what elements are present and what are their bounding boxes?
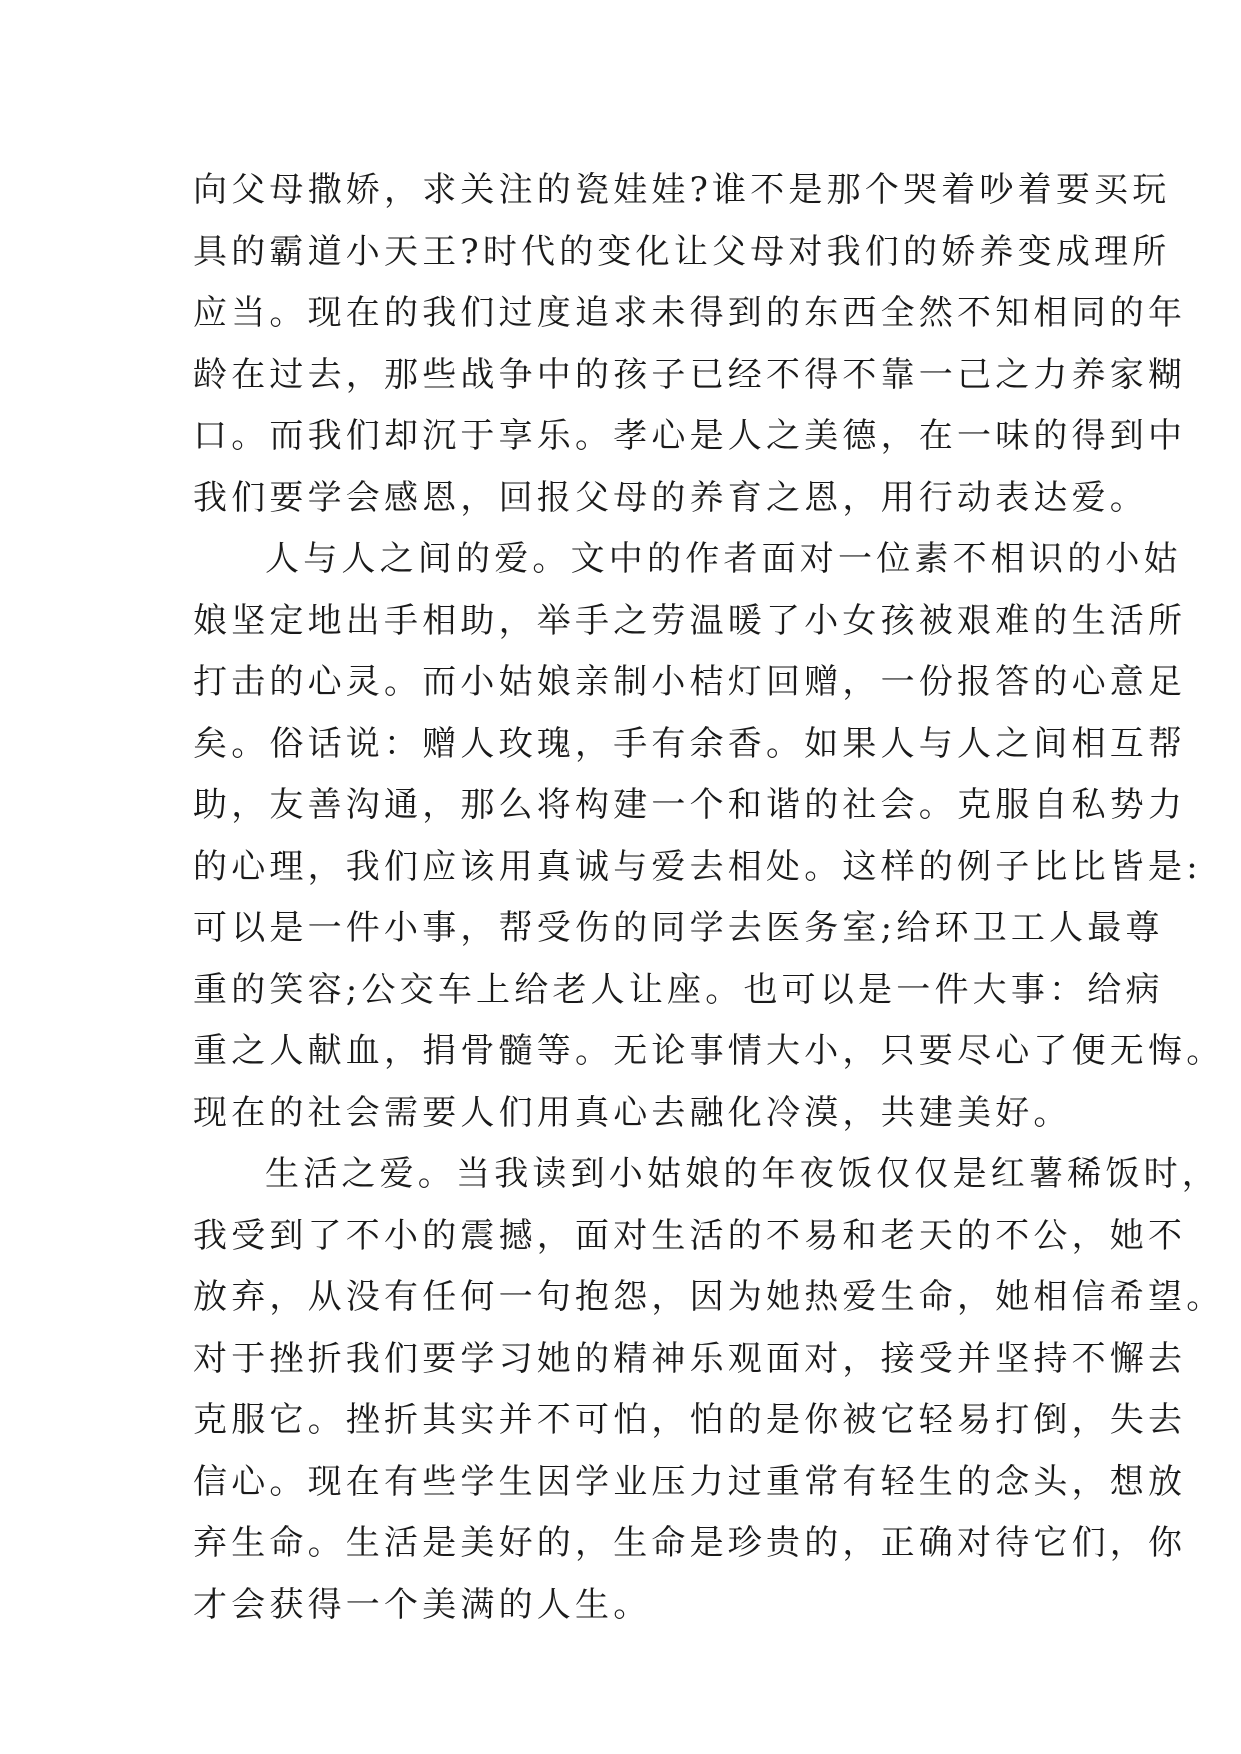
body-text [193, 160, 1225, 1636]
text-line: 现在的社会需要人们用真心去融化冷漠，共建美好。 [193, 1092, 1072, 1133]
text-line: 助，友善沟通，那么将构建一个和谐的社会。克服自私势力 [193, 785, 1187, 825]
text-line: 娘坚定地出手相助，举手之劳温暖了小女孩被艰难的生活所 [193, 600, 1187, 641]
text-line: 才会获得一个美满的人生。 [193, 1584, 652, 1625]
text-line: 重的笑容;公交车上给老人让座。也可以是一件大事：给病 [193, 969, 1164, 1010]
text-line: 应当。现在的我们过度追求未得到的东西全然不知相同的年 [193, 293, 1187, 333]
text-line: 放弃，从没有任何一句抱怨，因为她热爱生命，她相信希望。 [193, 1277, 1225, 1317]
text-line: 向父母撒娇，求关注的瓷娃娃?谁不是那个哭着吵着要买玩 [193, 170, 1171, 210]
paragraph-start-line: 人与人之间的爱。文中的作者面对一位素不相识的小姑 [265, 539, 1182, 579]
text-line: 矣。俗话说：赠人玫瑰，手有余香。如果人与人之间相互帮 [193, 723, 1187, 764]
text-line: 克服它。挫折其实并不可怕，怕的是你被它轻易打倒，失去 [193, 1400, 1187, 1440]
text-line: 龄在过去，那些战争中的孩子已经不得不靠一己之力养家糊 [193, 354, 1187, 395]
text-line: 重之人献血，捐骨髓等。无论事情大小，只要尽心了便无悔。 [193, 1031, 1225, 1071]
text-line: 对于挫折我们要学习她的精神乐观面对，接受并坚持不懈去 [193, 1338, 1187, 1379]
text-line: 的心理，我们应该用真诚与爱去相处。这样的例子比比皆是: [193, 846, 1202, 887]
paragraph-start-line: 生活之爱。当我读到小姑娘的年夜饭仅仅是红薯稀饭时， [265, 1154, 1220, 1194]
text-line: 口。而我们却沉于享乐。孝心是人之美德，在一味的得到中 [193, 416, 1187, 456]
text-line: 打击的心灵。而小姑娘亲制小桔灯回赠，一份报答的心意足 [193, 662, 1187, 702]
text-line: 可以是一件小事，帮受伤的同学去医务室;给环卫工人最尊 [193, 908, 1164, 948]
text-line: 我受到了不小的震撼，面对生活的不易和老天的不公，她不 [193, 1215, 1187, 1256]
text-line: 具的霸道小天王?时代的变化让父母对我们的娇养变成理所 [193, 231, 1171, 272]
text-line: 信心。现在有些学生因学业压力过重常有轻生的念头，想放 [193, 1461, 1187, 1502]
text-line: 弃生命。生活是美好的，生命是珍贵的，正确对待它们，你 [193, 1523, 1187, 1563]
text-line: 我们要学会感恩，回报父母的养育之恩，用行动表达爱。 [193, 477, 1148, 518]
